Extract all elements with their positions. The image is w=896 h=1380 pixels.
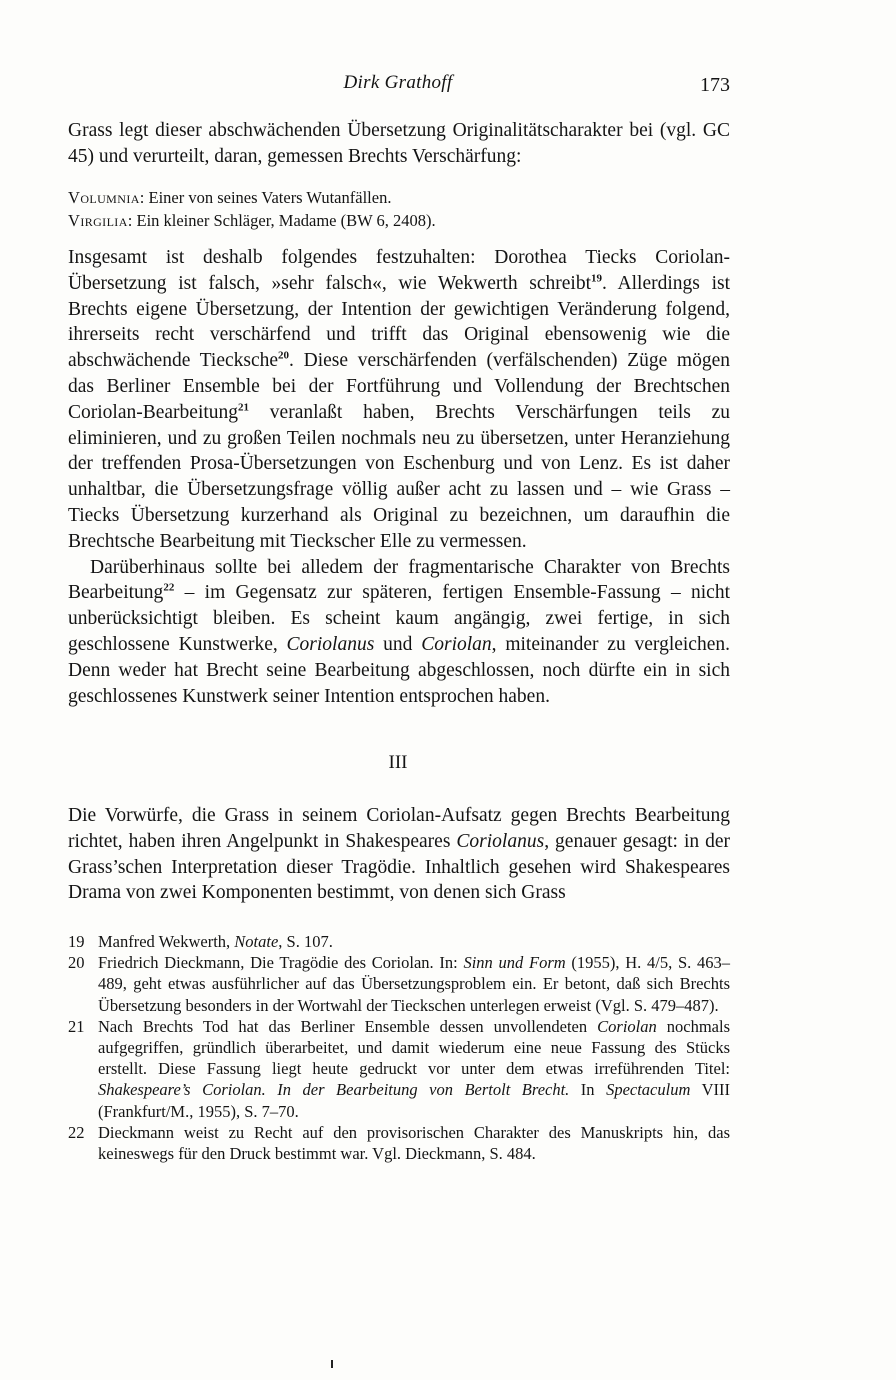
- fn21-text-c: In: [569, 1080, 607, 1100]
- p2-text-d: , miteinander zu vergleichen. Denn weder hat Brecht seine Bearbeitung abgeschlossen, noch dürfte ein in sich geschlossenes Kunstwerk seiner Intention entsprochen haben.: [68, 633, 730, 707]
- footnote-ref-20[interactable]: 20: [278, 349, 290, 362]
- fn19-title: Notate: [234, 932, 279, 951]
- intro-text: Grass legt dieser abschwächenden Übersetzung Originalitätscharakter bei (vgl. GC 45) und verurteilt, daran, gemessen Brechts Verschärfung:: [68, 120, 730, 167]
- fn21-text-d: VIII (Frankfurt/M., 1955), S. 7–70.: [98, 1080, 730, 1121]
- fn20-text-b: (1955), H. 4/5, S. 463–489, geht etwas ausführlicher auf das Übersetzungsproblem ein. Er betont, daß sich Brechts Übersetzung besonders in der Wortwahl der Tieckschen unterlegen erweist (Vgl. S. 479–487).: [98, 953, 731, 1015]
- footnote-ref-19[interactable]: 19: [591, 272, 603, 285]
- quote-line-1: [68, 186, 730, 209]
- footnote-21: [68, 1016, 730, 1122]
- title-coriolan: Coriolan: [421, 633, 492, 655]
- p1-text-d: veranlaßt haben, Brechts Verschärfungen teils zu eliminieren, und zu großen Teilen nochmals neu zu übersetzen, unter Heranziehung der treffenden Prosa-Übersetzungen von Eschenburg und von Lenz. Es ist daher unhaltbar, die Übersetzungsfrage völlig außer acht zu lassen und – wie Grass – Tiecks Übersetzung kurzerhand als Original zu bezeichnen, um daraufhin die Brechtsche Bearbeitung mit Tieckscher Elle zu vermessen.: [68, 401, 730, 552]
- quote-text-2: : Ein kleiner Schläger, Madame (BW 6, 2408).: [127, 211, 436, 230]
- title-coriolanus-2: Coriolanus: [456, 830, 545, 852]
- footnote-ref-22[interactable]: 22: [163, 581, 175, 594]
- footnote-number: 19: [68, 932, 85, 951]
- p1-text-b: . Allerdings ist Brechts eigene Übersetzung, der Intention der gewichtigen Veränderung folgend, ihrerseits recht verschärfend und trifft das Original ebensowenig wie die abschwächende Tiecksche: [68, 272, 730, 372]
- running-head-author: Dirk Grathoff: [343, 72, 453, 93]
- quote-text-1: : Einer von seines Vaters Wutanfällen.: [139, 188, 392, 207]
- footnote-ref-21[interactable]: 21: [238, 401, 250, 414]
- p3-text-a: Die Vorwürfe, die Grass in seinem Coriolan-Aufsatz gegen Brechts Bearbeitung richtet, haben ihren Angelpunkt in Shakespeares: [68, 805, 730, 852]
- fn21-text-a: Nach Brechts Tod hat das Berliner Ensemble dessen unvollendeten: [98, 1016, 598, 1036]
- p3-text-b: , genauer gesagt: in der Grass’schen Interpretation dieser Tragödie. Inhaltlich gesehen wird Shakespeares Drama von zwei Komponenten bestimmt, von denen sich Grass: [68, 830, 730, 904]
- fn19-text-a: Manfred Wekwerth,: [98, 932, 235, 951]
- footnote-22: [68, 1122, 730, 1164]
- footnote-number: 22: [68, 1122, 85, 1142]
- fn22-text: Dieckmann weist zu Recht auf den provisorischen Charakter des Manuskripts hin, das keineswegs für den Druck bestimmt war. Vgl. Dieckmann, S. 484.: [98, 1122, 730, 1164]
- footnotes: [68, 931, 730, 1164]
- footnote-20: [68, 952, 730, 1016]
- p2-text-a: Darüberhinaus sollte bei alledem der fragmentarische Charakter von Brechts Bearbeitung: [68, 556, 730, 604]
- dialogue-quote: [68, 186, 730, 232]
- fn20-title: Sinn und Form: [463, 953, 566, 973]
- title-coriolanus: Coriolanus: [286, 633, 375, 655]
- fn21-title-c: Spectaculum: [606, 1080, 691, 1100]
- paragraph-1: [68, 245, 730, 555]
- fn21-title-a: Coriolan: [597, 1016, 657, 1036]
- p1-text-a: Insgesamt ist deshalb folgendes festzuhalten: Dorothea Tiecks Coriolan-Übersetzung ist falsch, »sehr falsch«, wie Wekwerth schreibt: [68, 247, 730, 294]
- section-heading: III: [388, 752, 408, 773]
- print-mark: [331, 1360, 333, 1368]
- body-text: [68, 245, 730, 709]
- fn19-text-b: , S. 107.: [278, 932, 333, 951]
- speaker-virgilia: Virgilia: [68, 211, 128, 230]
- body-text-section-3: [68, 803, 730, 906]
- p2-text-c: und: [374, 633, 422, 655]
- paragraph-3: [68, 803, 730, 906]
- page-number: 173: [700, 74, 730, 96]
- intro-paragraph: [68, 118, 730, 170]
- footnote-number: 21: [68, 1016, 85, 1036]
- p2-text-b: – im Gegensatz zur späteren, fertigen Ensemble-Fassung – nicht unberücksichtigt bleiben. Es scheint kaum angängig, zwei fertige, in sich geschlossene Kunstwerke,: [68, 582, 730, 655]
- fn21-text-b: nochmals aufgegriffen, gründlich überarbeitet, und damit wiederum eine neue Fassung des Stücks erstellt. Diese Fassung liegt heute gedruckt vor unter dem etwas irreführenden Titel:: [98, 1016, 730, 1079]
- paragraph-2: [68, 555, 730, 710]
- fn20-text-a: Friedrich Dieckmann, Die Tragödie des Coriolan. In:: [98, 953, 464, 973]
- footnote-19: [68, 931, 730, 952]
- quote-line-2: [68, 209, 730, 232]
- speaker-volumnia: Volumnia: [68, 188, 140, 207]
- footnote-number: 20: [68, 953, 85, 973]
- fn21-title-b: Shakespeare’s Coriolan. In der Bearbeitung von Bertolt Brecht.: [98, 1080, 570, 1100]
- p1-text-c: . Diese verschärfenden (verfälschenden) Züge mögen das Berliner Ensemble bei der Fortführung und Vollendung der Brechtschen Coriolan-Bearbeitung: [68, 350, 730, 423]
